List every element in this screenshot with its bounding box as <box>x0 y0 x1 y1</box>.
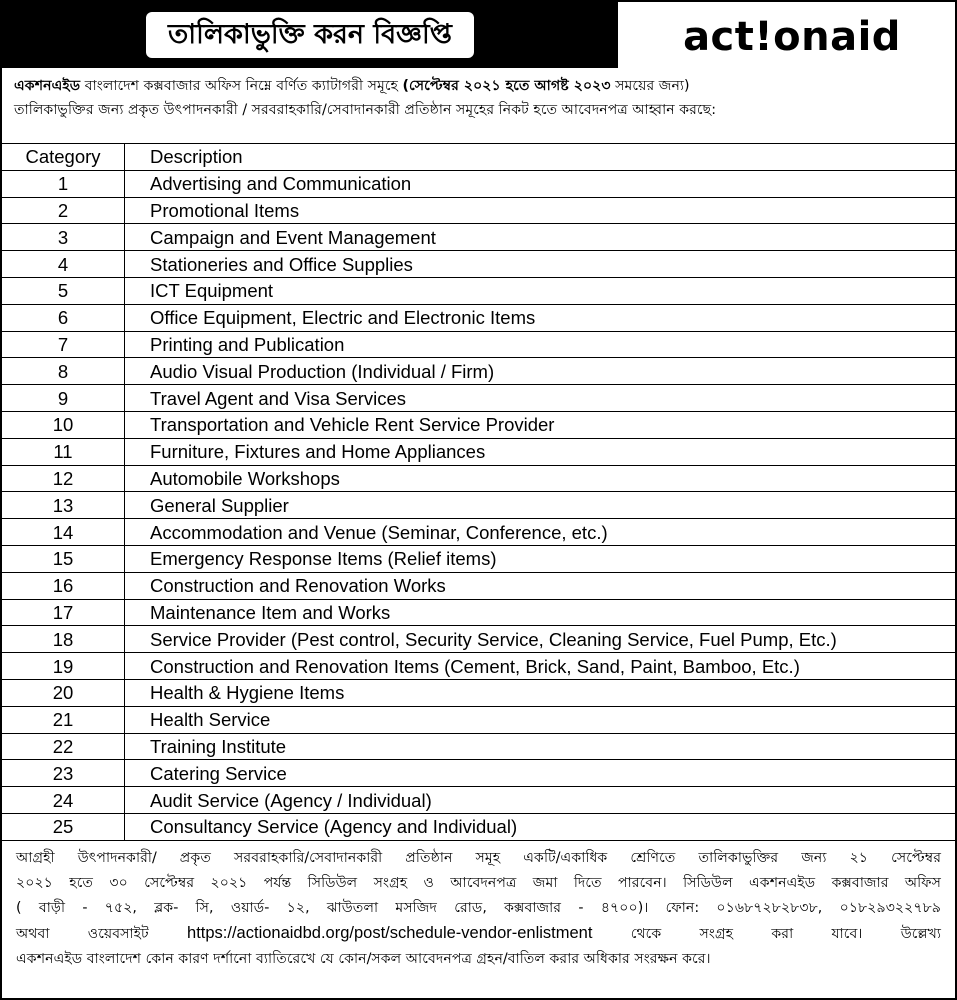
table-row <box>2 358 955 385</box>
category-description: Maintenance Item and Works <box>125 599 956 626</box>
category-number: 8 <box>2 358 125 385</box>
header <box>2 2 955 68</box>
category-number: 5 <box>2 277 125 304</box>
category-number: 24 <box>2 787 125 814</box>
table-row <box>2 331 955 358</box>
footer-paragraph <box>2 846 955 972</box>
footer-line-1: আগ্রহী উৎপাদনকারী/ প্রকৃত সরবরাহকারি/সেবাদানকারী প্রতিষ্ঠান সমূহ একটি/একাধিক শ্রেণিতে তালিকাভুক্তির জন্য ২১ সেপ্টেম্বর <box>16 850 941 866</box>
category-number: 2 <box>2 197 125 224</box>
category-number: 19 <box>2 653 125 680</box>
category-description: Travel Agent and Visa Services <box>125 385 956 412</box>
table-row <box>2 599 955 626</box>
category-number: 21 <box>2 706 125 733</box>
category-number: 11 <box>2 438 125 465</box>
table-row <box>2 251 955 278</box>
category-number: 20 <box>2 679 125 706</box>
intro-line-2: তালিকাভুক্তির জন্য প্রকৃত উৎপাদনকারী / সরবরাহকারি/সেবাদানকারী প্রতিষ্ঠান সমূহের নিকট হতে আবেদনপত্র আহ্বান করছে: <box>14 102 717 118</box>
title-banner <box>2 2 618 68</box>
category-number: 4 <box>2 251 125 278</box>
table-row <box>2 787 955 814</box>
category-description: Promotional Items <box>125 197 956 224</box>
notice-title: তালিকাভুক্তি করন বিজ্ঞপ্তি <box>146 12 474 58</box>
category-number: 14 <box>2 519 125 546</box>
actionaid-logo: act!onaid <box>683 14 901 60</box>
category-number: 16 <box>2 572 125 599</box>
footer-line-2: ২০২১ হতে ৩০ সেপ্টেম্বর ২০২১ পর্যন্ত সিডিউল সংগ্রহ ও আবেদনপত্র জমা দিতে পারবেন। সিডিউল একশনএইড কক্সবাজার অফিস <box>16 875 941 891</box>
org-name: একশনএইড <box>14 78 81 94</box>
table-body <box>2 170 955 840</box>
table-row <box>2 197 955 224</box>
intro-line-1 <box>14 74 943 98</box>
table-row <box>2 385 955 412</box>
table-row <box>2 545 955 572</box>
category-description: Health Service <box>125 706 956 733</box>
table-row <box>2 304 955 331</box>
table-row <box>2 733 955 760</box>
category-description: Construction and Renovation Works <box>125 572 956 599</box>
category-number: 3 <box>2 224 125 251</box>
table-row <box>2 626 955 653</box>
table-row <box>2 438 955 465</box>
category-description: Furniture, Fixtures and Home Appliances <box>125 438 956 465</box>
category-number: 23 <box>2 760 125 787</box>
category-description: Service Provider (Pest control, Security Service, Cleaning Service, Fuel Pump, Etc.) <box>125 626 956 653</box>
category-description: Automobile Workshops <box>125 465 956 492</box>
category-description: Accommodation and Venue (Seminar, Conference, etc.) <box>125 519 956 546</box>
table-row <box>2 277 955 304</box>
category-table <box>2 143 955 841</box>
category-description: Construction and Renovation Items (Cement, Brick, Sand, Paint, Bamboo, Etc.) <box>125 653 956 680</box>
website-suffix: থেকে সংগ্রহ করা যাবে। উল্লেখ্য <box>592 926 941 942</box>
table-row <box>2 813 955 840</box>
category-number: 18 <box>2 626 125 653</box>
footer-line-5: একশনএইড বাংলাদেশ কোন কারণ দর্শানো ব্যাতিরেখে যে কোন/সকল আবেদনপত্র গ্রহন/বাতিল করার অধিকার সংরক্ষন করে। <box>16 951 711 967</box>
column-header-description: Description <box>125 144 956 171</box>
table-row <box>2 653 955 680</box>
table-row <box>2 170 955 197</box>
table-row <box>2 224 955 251</box>
footer-line-4 <box>16 921 941 947</box>
category-number: 7 <box>2 331 125 358</box>
category-number: 22 <box>2 733 125 760</box>
category-description: Health & Hygiene Items <box>125 679 956 706</box>
table-row <box>2 411 955 438</box>
table-row <box>2 706 955 733</box>
category-description: ICT Equipment <box>125 277 956 304</box>
category-number: 9 <box>2 385 125 412</box>
category-description: Stationeries and Office Supplies <box>125 251 956 278</box>
table-row <box>2 572 955 599</box>
category-number: 10 <box>2 411 125 438</box>
category-description: Printing and Publication <box>125 331 956 358</box>
category-description: Audit Service (Agency / Individual) <box>125 787 956 814</box>
category-description: Office Equipment, Electric and Electronic Items <box>125 304 956 331</box>
category-description: Consultancy Service (Agency and Individual) <box>125 813 956 840</box>
category-number: 17 <box>2 599 125 626</box>
category-description: Campaign and Event Management <box>125 224 956 251</box>
schedule-url-link[interactable]: https://actionaidbd.org/post/schedule-vendor-enlistment <box>187 924 593 942</box>
category-number: 1 <box>2 170 125 197</box>
website-prefix: অথবা ওয়েবসাইট <box>16 926 188 942</box>
table-header-row <box>2 144 955 171</box>
intro-text: বাংলাদেশ কক্সবাজার অফিস নিম্নে বর্ণিত ক্যাটাগরী সমূহে <box>80 78 403 94</box>
enlistment-period: (সেপ্টেম্বর ২০২১ হতে আগষ্ট ২০২৩ <box>402 78 611 94</box>
intro-period-end: সময়ের জন্য) <box>610 78 690 94</box>
category-description: Emergency Response Items (Relief items) <box>125 545 956 572</box>
category-description: Audio Visual Production (Individual / Firm) <box>125 358 956 385</box>
category-description: Transportation and Vehicle Rent Service Provider <box>125 411 956 438</box>
category-description: Advertising and Communication <box>125 170 956 197</box>
category-description: General Supplier <box>125 492 956 519</box>
table-row <box>2 679 955 706</box>
category-number: 15 <box>2 545 125 572</box>
table-row <box>2 519 955 546</box>
column-header-category: Category <box>2 144 125 171</box>
table-row <box>2 465 955 492</box>
category-number: 6 <box>2 304 125 331</box>
category-number: 13 <box>2 492 125 519</box>
table-row <box>2 760 955 787</box>
category-number: 25 <box>2 813 125 840</box>
category-number: 12 <box>2 465 125 492</box>
category-description: Catering Service <box>125 760 956 787</box>
footer-line-3: ( বাড়ী - ৭৫২, ব্লক- সি, ওয়ার্ড- ১২, ঝাউতলা মসজিদ রোড, কক্সবাজার - ৪৭০০)। ফোন: ০১৬৮৭২৮২৮৩৮, ০১৮২৯৩২২৭৮৯ <box>16 900 941 916</box>
table-row <box>2 492 955 519</box>
category-description: Training Institute <box>125 733 956 760</box>
intro-paragraph <box>2 74 955 122</box>
